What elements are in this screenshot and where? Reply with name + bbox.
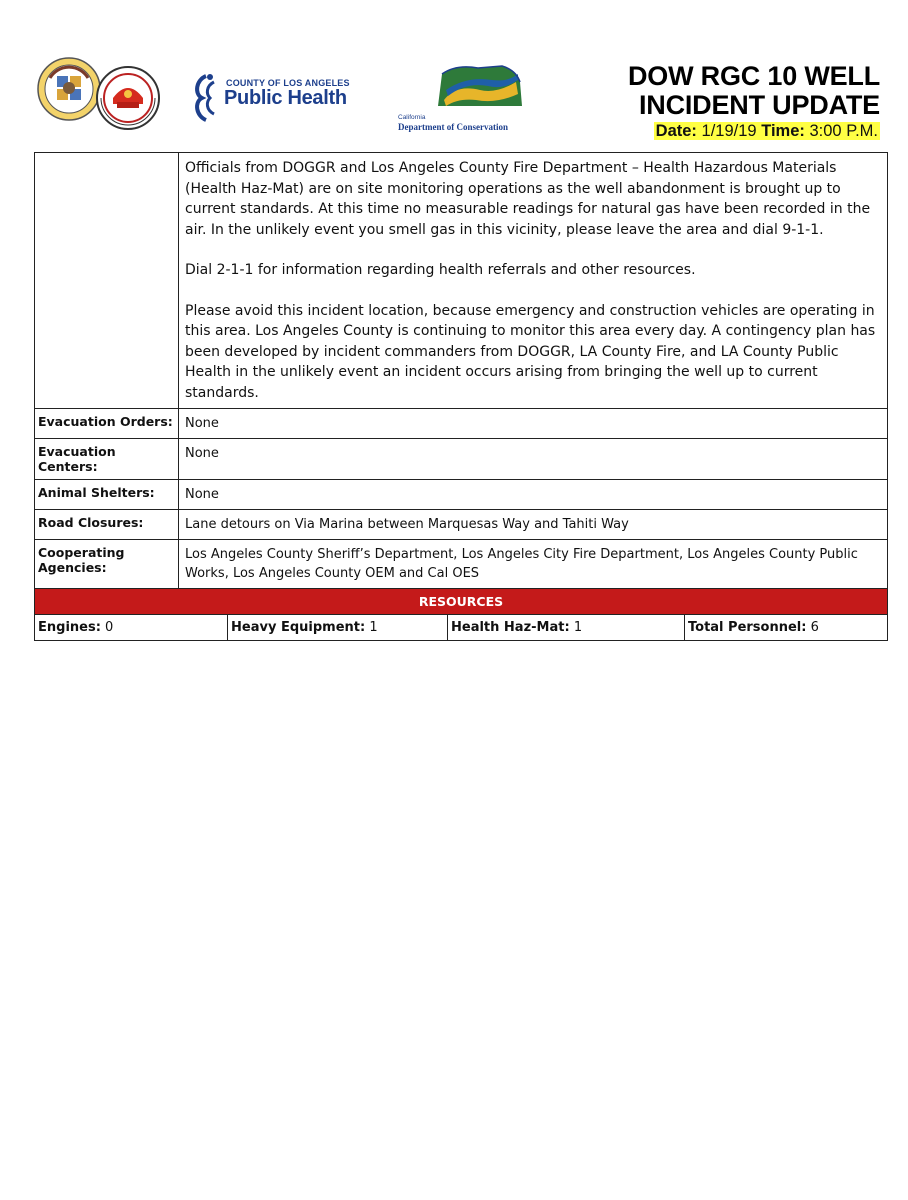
incident-info-table — [34, 152, 888, 615]
evacuation-centers-row — [35, 439, 888, 480]
resource-health-hazmat-label: Health Haz-Mat: — [451, 620, 570, 635]
title-line-1: DOW RGC 10 WELL — [628, 61, 880, 91]
narrative-row — [35, 153, 888, 409]
resources-heading: RESOURCES — [35, 589, 888, 615]
resource-heavy-equipment-value: 1 — [369, 620, 378, 635]
road-closures-value: Lane detours on Via Marina between Marquesas Way and Tahiti Way — [179, 510, 888, 540]
county-seal-logo — [36, 56, 102, 122]
resources-table — [34, 614, 888, 641]
evacuation-centers-label: Evacuation Centers: — [35, 439, 179, 480]
public-health-logo-subtitle: COUNTY OF LOS ANGELES — [226, 78, 350, 88]
resources-row — [35, 615, 888, 641]
incident-title-block — [628, 62, 880, 141]
narrative-paragraph-1: Officials from DOGGR and Los Angeles County Fire Department – Health Hazardous Materials (Health Haz-Mat) are on site monitoring operations as the well abandonment is brought up to current standards. At this time no measurable readings for natural gas have been recorded in the air. In the unlikely event you smell gas in this vicinity, please leave the area and dial 9-1-1. — [185, 160, 871, 238]
resources-header-row — [35, 589, 888, 615]
public-health-logo — [186, 70, 348, 126]
animal-shelters-label: Animal Shelters: — [35, 480, 179, 510]
narrative-paragraph-2: Dial 2-1-1 for information regarding health referrals and other resources. — [185, 262, 696, 278]
narrative-cell — [179, 153, 888, 409]
title-line-2: INCIDENT UPDATE — [638, 90, 880, 120]
narrative-label-cell — [35, 153, 179, 409]
resource-health-hazmat — [448, 615, 685, 641]
evacuation-orders-value: None — [179, 409, 888, 439]
resource-total-personnel-value: 6 — [810, 620, 819, 635]
department-of-conservation-logo — [396, 60, 530, 136]
public-health-mark-icon — [188, 72, 222, 124]
doc-logo-title: Department of Conservation — [398, 122, 508, 132]
cooperating-agencies-row — [35, 540, 888, 589]
doc-logo-subtitle: California — [398, 114, 426, 121]
road-closures-label: Road Closures: — [35, 510, 179, 540]
resource-total-personnel — [685, 615, 888, 641]
evacuation-orders-label: Evacuation Orders: — [35, 409, 179, 439]
california-bear-icon — [396, 60, 530, 114]
fire-department-seal-logo — [95, 64, 161, 132]
animal-shelters-row — [35, 480, 888, 510]
cooperating-agencies-value: Los Angeles County Sheriff’s Department, Los Angeles City Fire Department, Los Angeles County Public Works, Los Angeles County OEM and Cal OES — [179, 540, 888, 589]
date-value: 1/19/19 — [701, 122, 757, 140]
resource-health-hazmat-value: 1 — [573, 620, 583, 635]
road-closures-row — [35, 510, 888, 540]
resource-heavy-equipment — [228, 615, 448, 641]
resource-engines-label: Engines: — [38, 620, 101, 635]
animal-shelters-value: None — [179, 480, 888, 510]
time-value: 3:00 P.M. — [809, 122, 878, 140]
resource-total-personnel-label: Total Personnel: — [688, 620, 807, 635]
date-label: Date: — [655, 122, 697, 140]
evacuation-centers-value: None — [179, 439, 888, 480]
narrative-paragraph-3: Please avoid this incident location, because emergency and construction vehicles are operating in this area. Los Angeles County is continuing to monitor this area every day. A contingency plan has been developed by incident commanders from DOGGR, LA County Fire, and LA County Public Health in the unlikely event an incident occurs arising from bringing the well up to current standards. — [185, 302, 876, 401]
date-time-line — [654, 122, 880, 140]
time-label: Time: — [761, 122, 805, 140]
resource-engines — [35, 615, 228, 641]
resource-engines-value: 0 — [105, 620, 114, 635]
public-health-logo-title: Public Health — [224, 87, 347, 109]
cooperating-agencies-label: Cooperating Agencies: — [35, 540, 179, 589]
resource-heavy-equipment-label: Heavy Equipment: — [231, 620, 366, 635]
evacuation-orders-row — [35, 409, 888, 439]
